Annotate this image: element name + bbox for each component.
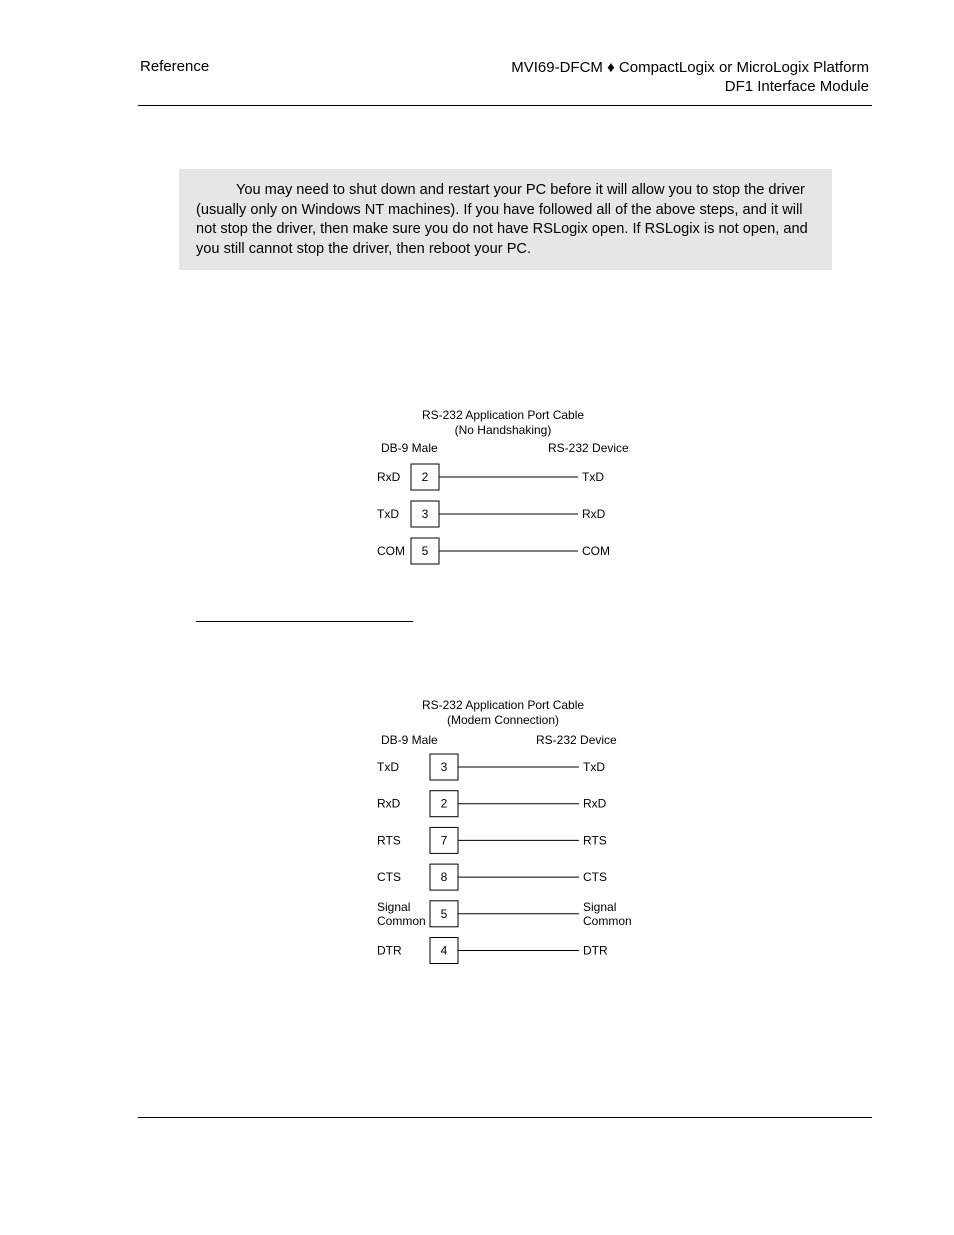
cable2-left-label: RTS [377,833,401,848]
cable1-pin-number: 5 [421,544,429,558]
cable2-pin-number: 5 [440,906,448,921]
cable1-right-label: RxD [582,507,606,521]
header-section: Reference [140,58,210,75]
cable2-left-label: Signal Common [377,899,426,928]
cable1-right-label: TxD [582,470,604,484]
cable2-subtitle: (Modem Connection) [446,713,560,727]
cable2-right-label: Signal Common [583,899,632,928]
cable1-right-label: COM [582,544,610,558]
cable1-title: RS-232 Application Port Cable [421,408,585,422]
cable2-row [377,827,607,853]
cable2-right-label: RTS [583,833,607,848]
note-text: You may need to shut down and restart your PC before it will allow you to stop the driver (usually only on Windows NT machines). If you have followed all of the above steps, and it will not stop the driver, then make sure you do not have RSLogix open. If RSLogix is not open, and you still cannot stop the driver, then reboot your PC. [196,182,808,257]
header-product-title: MVI69-DFCM ♦ CompactLogix or MicroLogix Platform [511,59,869,76]
cable1-left-label: RxD [377,470,401,484]
cable2-left-label: TxD [377,760,399,774]
cable2-pin-number: 3 [440,760,448,774]
cable2-left-label: CTS [377,870,401,885]
cable2-left-label: RxD [377,796,401,811]
cable1-subtitle: (No Handshaking) [454,423,552,437]
cable2-pin-number: 8 [440,870,448,885]
cable1-left-label: COM [377,544,405,558]
cable2-row [377,791,607,817]
cable1-pin-number: 2 [421,470,429,484]
cable2-pin-number: 4 [440,943,448,958]
footer-rule [138,1117,872,1118]
cable2-title: RS-232 Application Port Cable [421,698,585,712]
cable2-pin-number: 2 [440,796,448,811]
cable2-left-label: DTR [377,943,402,958]
cable2-right-label: RxD [583,796,607,811]
cable1-right-header: RS-232 Device [548,441,629,455]
cable1-pin-number: 3 [421,507,429,521]
cable2-pin-number: 7 [440,833,448,848]
cable2-row [377,900,632,928]
cable2-right-label: CTS [583,870,607,885]
cable2-right-label: TxD [583,760,605,774]
cable2-right-header: RS-232 Device [536,733,617,747]
cable2-row [377,938,608,964]
cable1-left-label: TxD [377,507,399,521]
cable1-left-header: DB-9 Male [381,441,438,455]
cable2-row [377,864,607,890]
cable2-right-label: DTR [583,943,608,958]
cable2-row [377,754,605,780]
cable2-left-header: DB-9 Male [381,733,438,747]
header-product-subtitle: DF1 Interface Module [724,78,869,95]
